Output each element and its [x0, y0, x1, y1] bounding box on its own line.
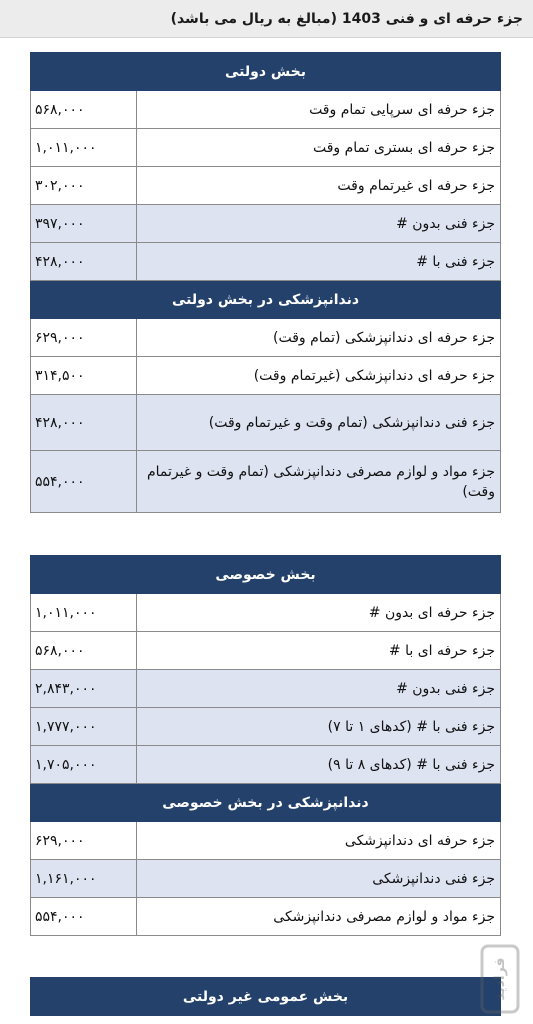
table-row [31, 91, 501, 129]
table-row [31, 860, 501, 898]
row-label: جزء فنی دندانپزشکی [137, 860, 501, 898]
section-header-private-label: بخش خصوصی [31, 556, 501, 594]
row-value: ۳۰۲,۰۰۰ [31, 167, 137, 205]
page-title: جزء حرفه ای و فنی 1403 (مبالغ به ریال می باشد) [170, 10, 523, 27]
table-row [31, 451, 501, 513]
row-label: جزء فنی بدون # [137, 205, 501, 243]
row-label: جزء حرفه ای دندانپزشکی (غیرتمام وقت) [137, 357, 501, 395]
row-value: ۲,۸۴۳,۰۰۰ [31, 670, 137, 708]
row-value: ۵۵۴,۰۰۰ [31, 451, 137, 513]
row-value: ۱,۱۶۱,۰۰۰ [31, 860, 137, 898]
row-label: جزء حرفه ای با # [137, 632, 501, 670]
section-header-private-dental-label: دندانپزشکی در بخش خصوصی [31, 784, 501, 822]
section-header-nonprofit [31, 978, 501, 1016]
page-title-bar [0, 0, 533, 38]
tariff-table-public [30, 52, 501, 513]
section-header-nonprofit-label: بخش عمومی غیر دولتی [31, 978, 501, 1016]
table-row [31, 822, 501, 860]
tariff-table-private [30, 555, 501, 936]
row-value: ۵۶۸,۰۰۰ [31, 91, 137, 129]
table-row [31, 129, 501, 167]
row-label: جزء حرفه ای دندانپزشکی [137, 822, 501, 860]
row-label: جزء فنی با # (کدهای ۱ تا ۷) [137, 708, 501, 746]
table-row [31, 898, 501, 936]
section-header-public-dental-label: دندانپزشکی در بخش دولتی [31, 281, 501, 319]
section-header-public-label: بخش دولتی [31, 53, 501, 91]
table-row [31, 395, 501, 451]
row-value: ۵۶۸,۰۰۰ [31, 632, 137, 670]
table-row [31, 243, 501, 281]
row-value: ۴۲۸,۰۰۰ [31, 395, 137, 451]
row-value: ۴۲۸,۰۰۰ [31, 243, 137, 281]
row-label: جزء فنی با # (کدهای ۸ تا ۹) [137, 746, 501, 784]
row-label: جزء حرفه ای بستری تمام وقت [137, 129, 501, 167]
row-label: جزء حرفه ای سرپایی تمام وقت [137, 91, 501, 129]
tariff-table-nonprofit [30, 977, 501, 1016]
row-value: ۱,۰۱۱,۰۰۰ [31, 129, 137, 167]
section-header-private [31, 556, 501, 594]
row-label: جزء فنی بدون # [137, 670, 501, 708]
row-label: جزء فنی با # [137, 243, 501, 281]
section-header-public [31, 53, 501, 91]
row-value: ۳۹۷,۰۰۰ [31, 205, 137, 243]
row-label: جزء حرفه ای بدون # [137, 594, 501, 632]
row-value: ۱,۷۰۵,۰۰۰ [31, 746, 137, 784]
section-header-public-dental [31, 281, 501, 319]
row-label: جزء حرفه ای غیرتمام وقت [137, 167, 501, 205]
table-row [31, 167, 501, 205]
row-value: ۶۲۹,۰۰۰ [31, 319, 137, 357]
table-row [31, 708, 501, 746]
row-value: ۶۲۹,۰۰۰ [31, 822, 137, 860]
table-row [31, 594, 501, 632]
table-row [31, 670, 501, 708]
table-row [31, 632, 501, 670]
svg-text:فرادید: فرادید [492, 957, 508, 1001]
table-row [31, 205, 501, 243]
row-label: جزء حرفه ای دندانپزشکی (تمام وقت) [137, 319, 501, 357]
row-label: جزء فنی دندانپزشکی (تمام وقت و غیرتمام وقت) [137, 395, 501, 451]
section-header-private-dental [31, 784, 501, 822]
row-value: ۳۱۴,۵۰۰ [31, 357, 137, 395]
table-row [31, 746, 501, 784]
faradid-watermark-logo [478, 944, 522, 1014]
table-row [31, 319, 501, 357]
row-value: ۱,۰۱۱,۰۰۰ [31, 594, 137, 632]
row-value: ۵۵۴,۰۰۰ [31, 898, 137, 936]
row-value: ۱,۷۷۷,۰۰۰ [31, 708, 137, 746]
row-label: جزء مواد و لوازم مصرفی دندانپزشکی (تمام وقت و غیرتمام وقت) [137, 451, 501, 513]
table-row [31, 357, 501, 395]
row-label: جزء مواد و لوازم مصرفی دندانپزشکی [137, 898, 501, 936]
